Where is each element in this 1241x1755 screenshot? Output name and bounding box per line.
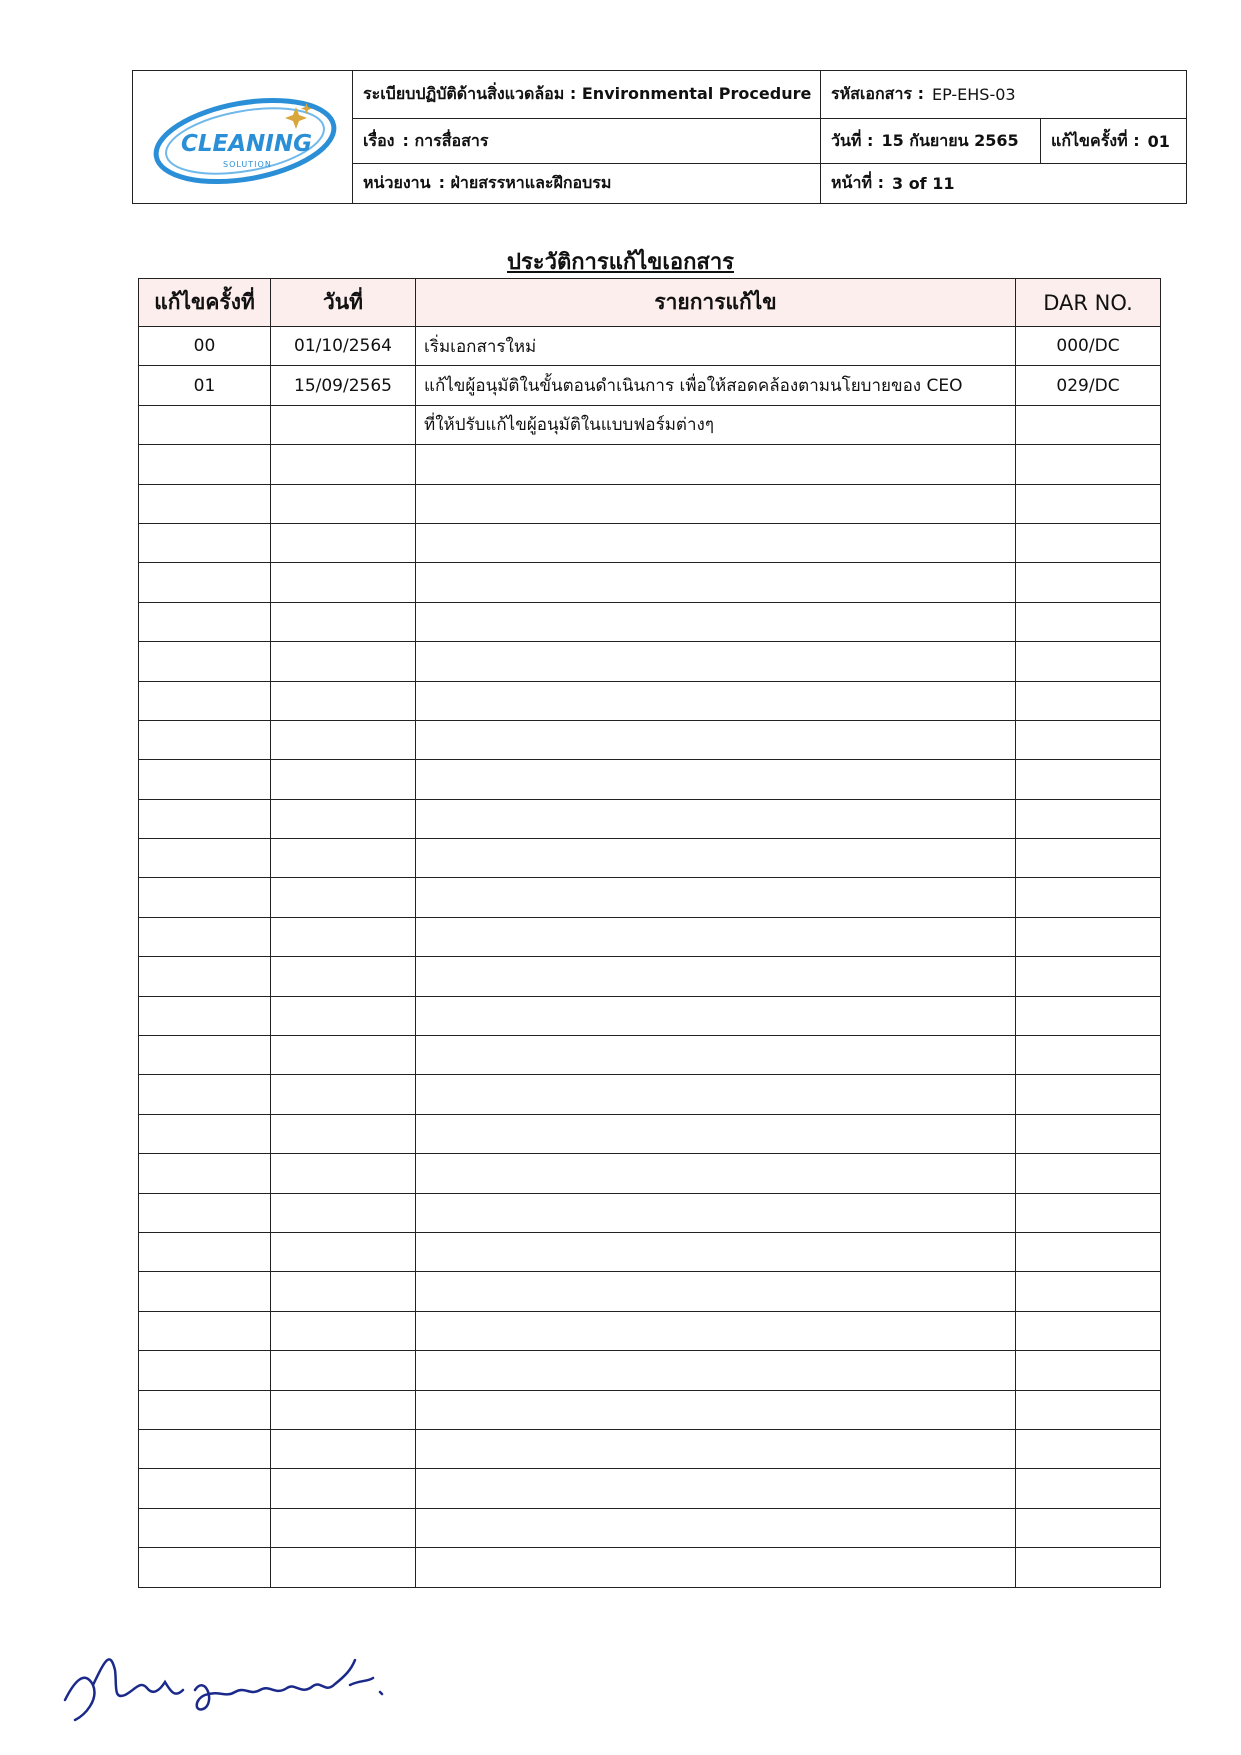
cell-revision: 01 (139, 366, 271, 405)
doc-code-label: รหัสเอกสาร : (831, 84, 924, 103)
cell-revision (139, 484, 271, 523)
cell-description (416, 602, 1016, 641)
cell-revision (139, 1508, 271, 1547)
table-row-empty (139, 445, 1161, 484)
cell-dar-no (1016, 1232, 1161, 1271)
cell-dar-no (1016, 602, 1161, 641)
cell-revision (139, 1311, 271, 1350)
table-header-row (139, 279, 1161, 327)
cell-date (271, 445, 416, 484)
cell-dar-no (1016, 720, 1161, 759)
date-value: 15 กันยายน 2565 (881, 130, 1019, 150)
logo-cell (133, 71, 353, 203)
cell-dar-no (1016, 445, 1161, 484)
signature (55, 1640, 405, 1730)
cell-revision (139, 917, 271, 956)
table-row (139, 405, 1161, 444)
cell-dar-no (1016, 957, 1161, 996)
cell-date (271, 878, 416, 917)
cell-revision (139, 445, 271, 484)
cell-revision (139, 681, 271, 720)
table-row-empty (139, 484, 1161, 523)
table-row-empty (139, 681, 1161, 720)
cell-date (271, 1311, 416, 1350)
cell-description (416, 1548, 1016, 1587)
cell-revision (139, 642, 271, 681)
cell-date (271, 1075, 416, 1114)
table-row-empty (139, 1036, 1161, 1075)
cell-description (416, 445, 1016, 484)
cell-description (416, 484, 1016, 523)
header-row-1 (353, 71, 1186, 119)
cell-date (271, 996, 416, 1035)
header-date: วันที่ (271, 279, 416, 327)
cell-description (416, 1036, 1016, 1075)
cell-dar-no (1016, 1351, 1161, 1390)
cell-date: 01/10/2564 (271, 327, 416, 366)
cell-dar-no (1016, 1075, 1161, 1114)
header-dar-no: DAR NO. (1016, 279, 1161, 327)
cell-date (271, 1508, 416, 1547)
cell-description (416, 799, 1016, 838)
cell-dar-no (1016, 1548, 1161, 1587)
cell-date (271, 484, 416, 523)
table-row-empty (139, 839, 1161, 878)
cell-description (416, 996, 1016, 1035)
cell-date (271, 1036, 416, 1075)
cell-date (271, 799, 416, 838)
cell-description: แก้ไขผู้อนุมัติในขั้นตอนดำเนินการ เพื่อให้สอดคล้องตามนโยบายของ CEO (416, 366, 1016, 405)
header-row-3 (353, 164, 1186, 203)
subject-cell (353, 119, 821, 163)
cell-description (416, 1429, 1016, 1468)
date-label: วันที่ : (831, 130, 874, 150)
cell-description (416, 1351, 1016, 1390)
cell-revision (139, 405, 271, 444)
cell-description (416, 720, 1016, 759)
page-value: 3 of 11 (891, 174, 955, 193)
cell-dar-no (1016, 1508, 1161, 1547)
cell-dar-no (1016, 563, 1161, 602)
cell-description (416, 839, 1016, 878)
cell-date (271, 957, 416, 996)
cell-description (416, 523, 1016, 562)
revision-history-table (138, 278, 1161, 1588)
cell-revision (139, 1154, 271, 1193)
table-row-empty (139, 996, 1161, 1035)
cell-date (271, 720, 416, 759)
cleaning-solution-logo (133, 71, 353, 203)
cell-date (271, 1469, 416, 1508)
table-row-empty (139, 523, 1161, 562)
table-row-empty (139, 760, 1161, 799)
svg-text:CLEANING: CLEANING (181, 131, 312, 157)
cell-date (271, 1272, 416, 1311)
cell-revision (139, 1272, 271, 1311)
table-row-empty (139, 1114, 1161, 1153)
cell-description (416, 917, 1016, 956)
cell-dar-no (1016, 681, 1161, 720)
page-label: หน้าที่ : (831, 173, 884, 192)
cell-date (271, 642, 416, 681)
cell-description (416, 681, 1016, 720)
cell-dar-no (1016, 1311, 1161, 1350)
cell-description (416, 1232, 1016, 1271)
cell-revision (139, 957, 271, 996)
cell-date (271, 681, 416, 720)
cell-revision (139, 1429, 271, 1468)
cell-date (271, 1390, 416, 1429)
table-row-empty (139, 720, 1161, 759)
table-row-empty (139, 917, 1161, 956)
cell-description: เริ่มเอกสารใหม่ (416, 327, 1016, 366)
cell-revision (139, 1232, 271, 1271)
cell-date (271, 602, 416, 641)
document-header (132, 70, 1187, 204)
cell-description (416, 1193, 1016, 1232)
cell-revision (139, 1114, 271, 1153)
cell-date (271, 1232, 416, 1271)
svg-text:SOLUTION: SOLUTION (223, 160, 272, 169)
table-row-empty (139, 1548, 1161, 1587)
cell-description (416, 1390, 1016, 1429)
cell-revision (139, 720, 271, 759)
cell-date: 15/09/2565 (271, 366, 416, 405)
cell-revision (139, 1193, 271, 1232)
table-row-empty (139, 1429, 1161, 1468)
department-cell (353, 164, 821, 203)
cell-dar-no (1016, 799, 1161, 838)
doc-code-value: EP-EHS-03 (931, 85, 1016, 104)
cell-description (416, 1272, 1016, 1311)
cell-revision (139, 1075, 271, 1114)
cell-revision (139, 1469, 271, 1508)
procedure-cell (353, 71, 821, 118)
cell-dar-no (1016, 1429, 1161, 1468)
table-row (139, 366, 1161, 405)
cell-dar-no (1016, 760, 1161, 799)
cell-date (271, 563, 416, 602)
cell-revision (139, 523, 271, 562)
cell-revision (139, 760, 271, 799)
cell-date (271, 1154, 416, 1193)
cell-dar-no (1016, 839, 1161, 878)
header-row-2 (353, 119, 1186, 164)
cell-description (416, 878, 1016, 917)
cell-revision (139, 799, 271, 838)
header-description: รายการแก้ไข (416, 279, 1016, 327)
date-cell (821, 119, 1041, 163)
cell-dar-no (1016, 405, 1161, 444)
cell-revision (139, 839, 271, 878)
table-row-empty (139, 563, 1161, 602)
cell-dar-no (1016, 642, 1161, 681)
cell-description (416, 957, 1016, 996)
cell-date (271, 839, 416, 878)
procedure-label: ระเบียบปฏิบัติด้านสิ่งแวดล้อม : Environmental Procedure (363, 84, 812, 103)
table-row-empty (139, 1311, 1161, 1350)
cell-revision (139, 602, 271, 641)
table-row-empty (139, 1390, 1161, 1429)
cell-date (271, 523, 416, 562)
table-row-empty (139, 1232, 1161, 1271)
revision-value: 01 (1147, 131, 1170, 151)
cell-revision (139, 1036, 271, 1075)
cell-dar-no (1016, 1469, 1161, 1508)
cell-dar-no (1016, 1154, 1161, 1193)
revision-label: แก้ไขครั้งที่ : (1051, 130, 1140, 150)
table-row-empty (139, 1351, 1161, 1390)
cell-date (271, 917, 416, 956)
header-revision: แก้ไขครั้งที่ (139, 279, 271, 327)
cell-revision (139, 1351, 271, 1390)
cell-description (416, 1508, 1016, 1547)
page-cell (821, 164, 1186, 203)
department-label: หน่วยงาน (363, 173, 431, 192)
table-row-empty (139, 799, 1161, 838)
table-row-empty (139, 1154, 1161, 1193)
cell-revision (139, 563, 271, 602)
cell-dar-no (1016, 917, 1161, 956)
cell-description (416, 1114, 1016, 1153)
cell-revision (139, 1548, 271, 1587)
cell-date (271, 405, 416, 444)
table-row (139, 327, 1161, 366)
table-row-empty (139, 1075, 1161, 1114)
cell-description (416, 1075, 1016, 1114)
subject-value: : การสื่อสาร (402, 130, 489, 150)
table-row-empty (139, 1272, 1161, 1311)
cell-description: ที่ให้ปรับแก้ไขผู้อนุมัติในแบบฟอร์มต่างๆ (416, 405, 1016, 444)
table-row-empty (139, 602, 1161, 641)
cell-dar-no (1016, 1390, 1161, 1429)
cell-description (416, 1311, 1016, 1350)
department-value: : ฝ่ายสรรหาและฝึกอบรม (438, 173, 612, 192)
doc-code-cell (821, 71, 1186, 118)
cell-revision: 00 (139, 327, 271, 366)
cell-dar-no (1016, 878, 1161, 917)
cell-description (416, 563, 1016, 602)
page-title: ประวัติการแก้ไขเอกสาร (507, 250, 734, 275)
subject-label: เรื่อง (363, 130, 395, 150)
cell-dar-no (1016, 484, 1161, 523)
cell-date (271, 1351, 416, 1390)
cell-dar-no (1016, 523, 1161, 562)
cell-revision (139, 996, 271, 1035)
cell-dar-no (1016, 1036, 1161, 1075)
cell-description (416, 642, 1016, 681)
table-row-empty (139, 642, 1161, 681)
table-row-empty (139, 1508, 1161, 1547)
cell-dar-no (1016, 996, 1161, 1035)
table-row-empty (139, 957, 1161, 996)
cell-date (271, 1429, 416, 1468)
table-row-empty (139, 1469, 1161, 1508)
cell-dar-no (1016, 1272, 1161, 1311)
cell-dar-no (1016, 1193, 1161, 1232)
cell-date (271, 1114, 416, 1153)
cell-description (416, 1469, 1016, 1508)
cell-dar-no: 000/DC (1016, 327, 1161, 366)
cell-date (271, 1548, 416, 1587)
cell-description (416, 1154, 1016, 1193)
cell-date (271, 1193, 416, 1232)
cell-date (271, 760, 416, 799)
cell-description (416, 760, 1016, 799)
revision-cell (1041, 119, 1186, 163)
table-row-empty (139, 878, 1161, 917)
table-row-empty (139, 1193, 1161, 1232)
cell-dar-no: 029/DC (1016, 366, 1161, 405)
cell-dar-no (1016, 1114, 1161, 1153)
cell-revision (139, 1390, 271, 1429)
cell-revision (139, 878, 271, 917)
